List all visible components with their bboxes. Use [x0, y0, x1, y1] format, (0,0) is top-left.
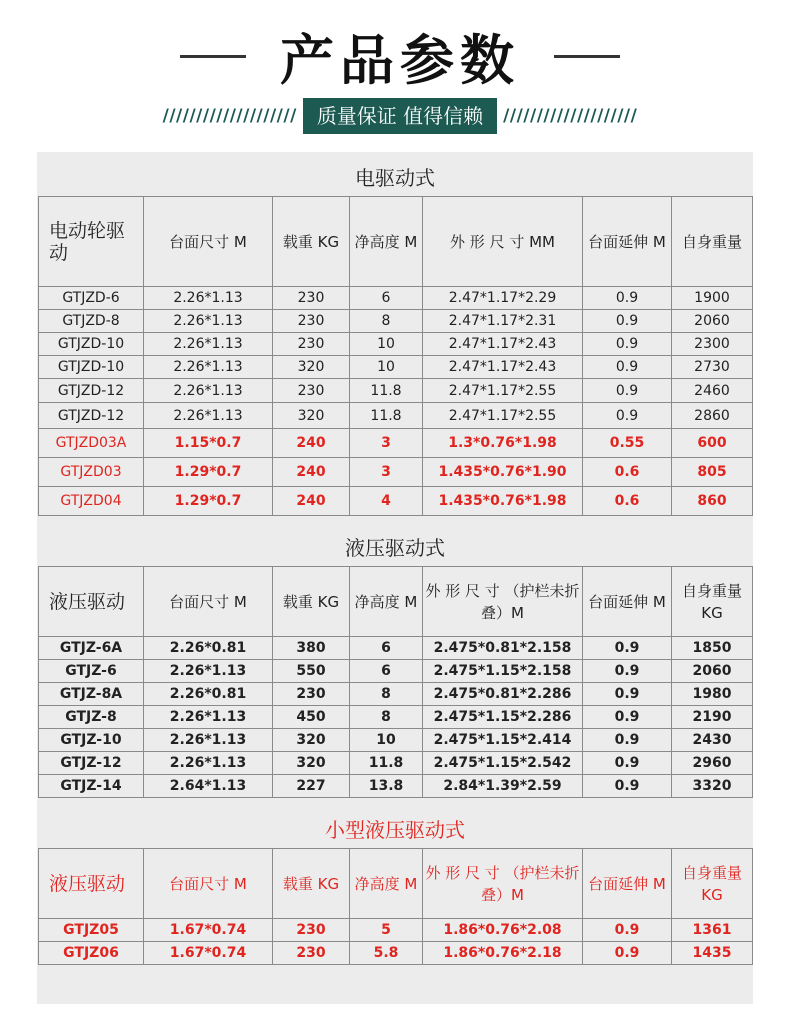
table-cell: 1.3*0.76*1.98 [423, 429, 583, 458]
table-cell: 320 [273, 729, 350, 752]
table-cell: GTJZ-6 [39, 660, 144, 683]
table-row [39, 379, 753, 403]
table-row [39, 637, 753, 660]
table-row [39, 660, 753, 683]
table-cell: 2.26*0.81 [144, 637, 273, 660]
table-cell: GTJZD-8 [39, 310, 144, 333]
table-row [39, 775, 753, 798]
section-title-hydraulic: 液压驱动式 [345, 536, 445, 560]
header-cell: 载重 KG [273, 197, 350, 287]
table-cell: 380 [273, 637, 350, 660]
table-cell: GTJZD-12 [39, 379, 144, 403]
table-cell: 227 [273, 775, 350, 798]
table-row [39, 683, 753, 706]
header-cell: 外 形 尺 寸 （护栏未折叠）M [423, 567, 583, 637]
table-cell: 6 [350, 660, 423, 683]
table-cell: GTJZ05 [39, 919, 144, 942]
table-cell: 0.9 [583, 333, 672, 356]
table-cell: 2.26*1.13 [144, 356, 273, 379]
table-cell: 10 [350, 333, 423, 356]
table-cell: 2.475*1.15*2.286 [423, 706, 583, 729]
decorative-slashes-left: //////////////////// [162, 106, 297, 126]
table-cell: 2.26*1.13 [144, 729, 273, 752]
table-cell: 5.8 [350, 942, 423, 965]
table-cell: 10 [350, 356, 423, 379]
table-cell: 320 [273, 752, 350, 775]
table-cell: 0.9 [583, 379, 672, 403]
table-cell: 0.9 [583, 706, 672, 729]
table-row [39, 706, 753, 729]
table-cell: 8 [350, 310, 423, 333]
table-cell: 320 [273, 403, 350, 429]
table-cell: 1.435*0.76*1.98 [423, 487, 583, 516]
table-cell: 0.9 [583, 660, 672, 683]
table-cell: 2.47*1.17*2.43 [423, 333, 583, 356]
small-hydraulic-spec-table [38, 848, 753, 965]
table-row-highlighted [39, 919, 753, 942]
table-cell: 2.84*1.39*2.59 [423, 775, 583, 798]
header-cell: 外 形 尺 寸 MM [423, 197, 583, 287]
table-row [39, 403, 753, 429]
table-cell: 1.29*0.7 [144, 458, 273, 487]
table-cell: 2.26*0.81 [144, 683, 273, 706]
table-cell: GTJZD-12 [39, 403, 144, 429]
table-cell: 2060 [672, 310, 753, 333]
table-cell: 0.9 [583, 942, 672, 965]
table-cell: GTJZ-8 [39, 706, 144, 729]
table-cell: 0.9 [583, 683, 672, 706]
hydraulic-spec-table [38, 566, 753, 798]
table-cell: 0.6 [583, 487, 672, 516]
page-title: 产品参数 [280, 28, 520, 92]
header-cell: 净高度 M [350, 849, 423, 919]
header-cell: 台面尺寸 M [144, 567, 273, 637]
table-header-row [39, 197, 753, 287]
table-cell: 230 [273, 287, 350, 310]
table-cell: 230 [273, 942, 350, 965]
table-cell: 600 [672, 429, 753, 458]
table-cell: 230 [273, 379, 350, 403]
table-cell: GTJZ-10 [39, 729, 144, 752]
table-cell: 0.9 [583, 637, 672, 660]
table-cell: 1.29*0.7 [144, 487, 273, 516]
table-cell: GTJZD-10 [39, 356, 144, 379]
table-cell: 5 [350, 919, 423, 942]
table-cell: GTJZD-6 [39, 287, 144, 310]
table-cell: GTJZ-12 [39, 752, 144, 775]
table-cell: 8 [350, 706, 423, 729]
table-cell: 3320 [672, 775, 753, 798]
table-cell: 240 [273, 487, 350, 516]
table-cell: 2860 [672, 403, 753, 429]
table-cell: 240 [273, 458, 350, 487]
table-cell: 11.8 [350, 403, 423, 429]
table-cell: 2.47*1.17*2.55 [423, 403, 583, 429]
table-cell: GTJZD04 [39, 487, 144, 516]
table-cell: 1900 [672, 287, 753, 310]
table-cell: GTJZ-8A [39, 683, 144, 706]
table-cell: GTJZ06 [39, 942, 144, 965]
table-cell: 13.8 [350, 775, 423, 798]
table-cell: 1361 [672, 919, 753, 942]
table-cell: 2430 [672, 729, 753, 752]
table-cell: 0.9 [583, 919, 672, 942]
table-row-highlighted [39, 429, 753, 458]
table-cell: 860 [672, 487, 753, 516]
table-cell: 2.26*1.13 [144, 287, 273, 310]
table-cell: 1.15*0.7 [144, 429, 273, 458]
table-cell: 2.475*1.15*2.414 [423, 729, 583, 752]
table-cell: 0.9 [583, 775, 672, 798]
table-row [39, 287, 753, 310]
table-cell: 4 [350, 487, 423, 516]
table-cell: 320 [273, 356, 350, 379]
table-cell: 2.47*1.17*2.43 [423, 356, 583, 379]
table-cell: 0.9 [583, 729, 672, 752]
spec-sheet [37, 152, 753, 1004]
table-header-row [39, 849, 753, 919]
electric-spec-table [38, 196, 753, 516]
table-cell: 1.67*0.74 [144, 942, 273, 965]
table-cell: 1850 [672, 637, 753, 660]
header-cell: 液压驱动 [39, 567, 144, 637]
table-cell: GTJZ-6A [39, 637, 144, 660]
header-cell: 自身重量 KG [672, 849, 753, 919]
header-cell: 台面延伸 M [583, 849, 672, 919]
table-cell: 230 [273, 683, 350, 706]
header-cell: 台面尺寸 M [144, 197, 273, 287]
table-cell: 1980 [672, 683, 753, 706]
table-cell: 240 [273, 429, 350, 458]
table-cell: 2.47*1.17*2.29 [423, 287, 583, 310]
table-row-highlighted [39, 458, 753, 487]
header-cell: 台面延伸 M [583, 567, 672, 637]
table-row-highlighted [39, 942, 753, 965]
table-cell: 805 [672, 458, 753, 487]
table-cell: 2.26*1.13 [144, 660, 273, 683]
table-cell: GTJZD-10 [39, 333, 144, 356]
table-cell: 1.86*0.76*2.18 [423, 942, 583, 965]
header-cell: 载重 KG [273, 567, 350, 637]
table-cell: 450 [273, 706, 350, 729]
table-cell: 6 [350, 637, 423, 660]
table-cell: 2730 [672, 356, 753, 379]
slogan-badge: 质量保证 值得信赖 [303, 98, 497, 134]
table-cell: 2.26*1.13 [144, 379, 273, 403]
header-cell: 台面尺寸 M [144, 849, 273, 919]
table-cell: 2.475*0.81*2.286 [423, 683, 583, 706]
table-cell: 0.9 [583, 310, 672, 333]
header-cell: 净高度 M [350, 197, 423, 287]
header-cell: 净高度 M [350, 567, 423, 637]
header-cell: 自身重量 KG [672, 567, 753, 637]
table-cell: 0.6 [583, 458, 672, 487]
table-cell: 11.8 [350, 379, 423, 403]
header-cell: 液压驱动 [39, 849, 144, 919]
table-cell: 8 [350, 683, 423, 706]
table-cell: 0.9 [583, 403, 672, 429]
table-cell: 2.475*0.81*2.158 [423, 637, 583, 660]
table-cell: 2190 [672, 706, 753, 729]
table-cell: 2.26*1.13 [144, 706, 273, 729]
table-cell: 3 [350, 458, 423, 487]
table-row-highlighted [39, 487, 753, 516]
table-cell: 230 [273, 333, 350, 356]
table-cell: 2.64*1.13 [144, 775, 273, 798]
header-cell: 电动轮驱动 [39, 197, 144, 287]
table-cell: 11.8 [350, 752, 423, 775]
table-cell: 2300 [672, 333, 753, 356]
table-cell: 2.47*1.17*2.31 [423, 310, 583, 333]
table-cell: 10 [350, 729, 423, 752]
table-row [39, 310, 753, 333]
table-cell: GTJZD03A [39, 429, 144, 458]
table-cell: 550 [273, 660, 350, 683]
table-cell: 0.55 [583, 429, 672, 458]
table-cell: 1.435*0.76*1.90 [423, 458, 583, 487]
header-cell: 外 形 尺 寸 （护栏未折叠）M [423, 849, 583, 919]
page-header [0, 16, 800, 96]
table-row [39, 729, 753, 752]
table-cell: 1.86*0.76*2.08 [423, 919, 583, 942]
header-cell: 自身重量 [672, 197, 753, 287]
header-right-rule [554, 55, 620, 58]
table-cell: 1.67*0.74 [144, 919, 273, 942]
table-cell: 0.9 [583, 287, 672, 310]
table-cell: 2.26*1.13 [144, 310, 273, 333]
header-cell: 台面延伸 M [583, 197, 672, 287]
header-cell: 载重 KG [273, 849, 350, 919]
table-cell: 2960 [672, 752, 753, 775]
table-header-row [39, 567, 753, 637]
table-cell: 1435 [672, 942, 753, 965]
section-title-electric: 电驱动式 [355, 166, 435, 190]
table-cell: GTJZ-14 [39, 775, 144, 798]
table-cell: 0.9 [583, 752, 672, 775]
table-cell: 2460 [672, 379, 753, 403]
table-cell: 230 [273, 919, 350, 942]
table-cell: 2.475*1.15*2.542 [423, 752, 583, 775]
slogan-bar [0, 94, 800, 138]
table-cell: GTJZD03 [39, 458, 144, 487]
table-cell: 2.26*1.13 [144, 403, 273, 429]
table-cell: 2060 [672, 660, 753, 683]
section-title-small-hydraulic: 小型液压驱动式 [325, 818, 465, 842]
table-row [39, 356, 753, 379]
decorative-slashes-right: //////////////////// [503, 106, 638, 126]
table-row [39, 752, 753, 775]
header-left-rule [180, 55, 246, 58]
table-row [39, 333, 753, 356]
table-cell: 2.47*1.17*2.55 [423, 379, 583, 403]
table-cell: 0.9 [583, 356, 672, 379]
table-cell: 2.26*1.13 [144, 333, 273, 356]
table-cell: 2.475*1.15*2.158 [423, 660, 583, 683]
table-cell: 230 [273, 310, 350, 333]
table-cell: 3 [350, 429, 423, 458]
table-cell: 2.26*1.13 [144, 752, 273, 775]
table-cell: 6 [350, 287, 423, 310]
